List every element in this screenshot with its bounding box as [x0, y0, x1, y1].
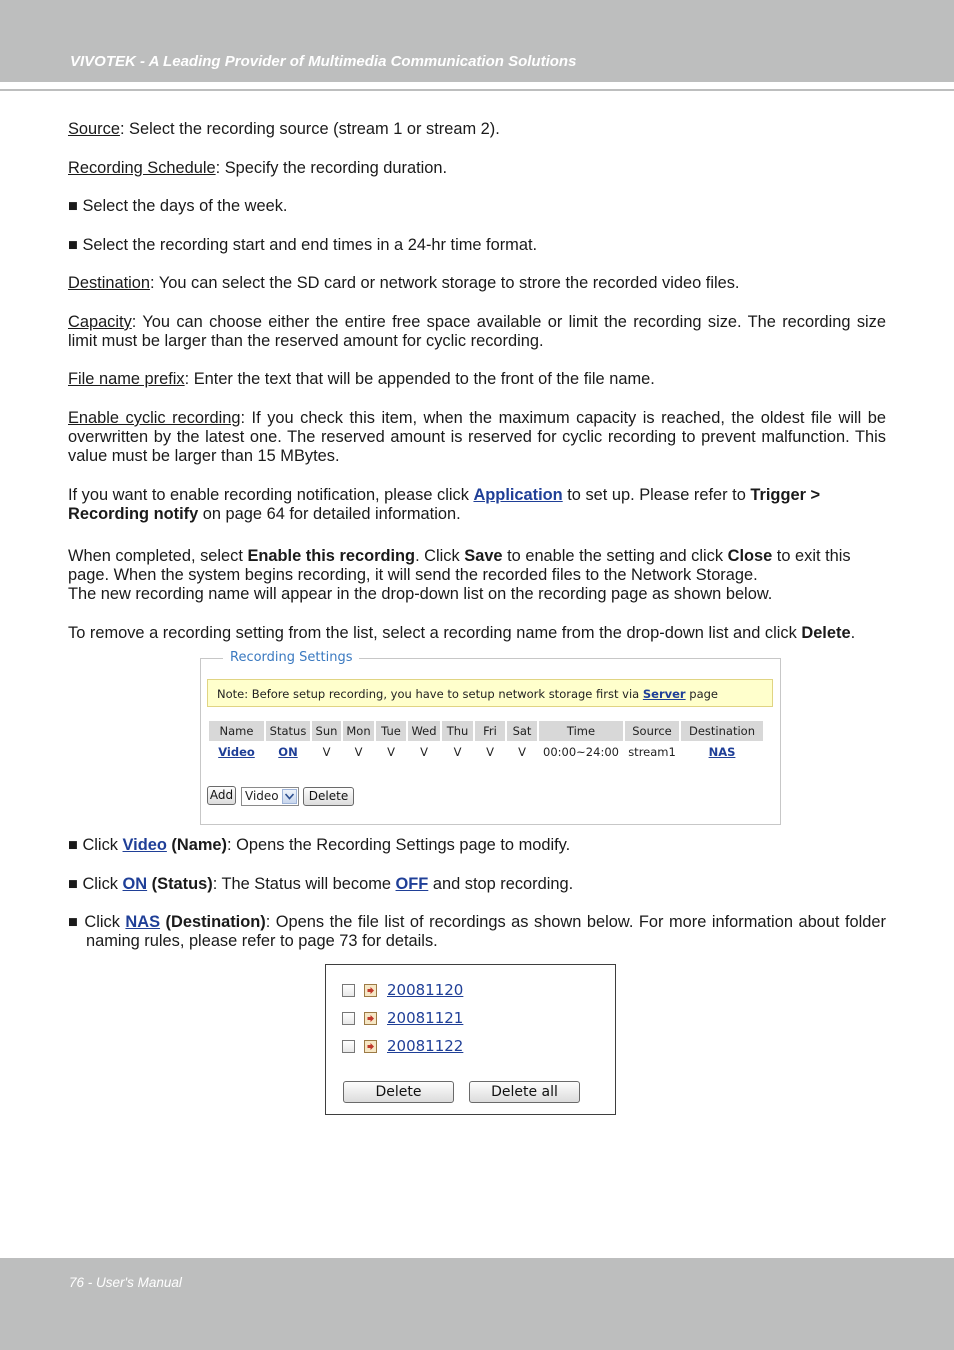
- manual-content: [68, 120, 886, 643]
- bullet-times: ■ Select the recording start and end times in a 24-hr time format.: [68, 236, 538, 254]
- col-status: Status: [266, 721, 310, 741]
- recording-select[interactable]: [241, 787, 299, 806]
- cell-mon: V: [354, 745, 363, 759]
- col-tue: Tue: [376, 721, 406, 741]
- schedule-text: : Specify the recording duration.: [215, 159, 448, 177]
- click-status-bold: (Status): [147, 875, 213, 893]
- col-sat: Sat: [507, 721, 537, 741]
- completed-text-5: The new recording name will appear in the drop-down list on the recording page as shown below.: [68, 585, 773, 603]
- cyclic-paragraph: [68, 409, 886, 466]
- recording-destination-link[interactable]: NAS: [708, 745, 736, 759]
- col-source: Source: [625, 721, 679, 741]
- destination-text: : You can select the SD card or network storage to strore the recorded video files.: [150, 274, 740, 292]
- completed-bold-1: Enable this recording: [247, 547, 416, 565]
- recording-settings-panel: [200, 650, 781, 825]
- cell-wed: V: [420, 745, 428, 759]
- table-row: [209, 741, 763, 763]
- click-name-paragraph: [68, 836, 886, 855]
- recording-settings-legend: Recording Settings: [223, 650, 359, 665]
- col-sun: Sun: [312, 721, 341, 741]
- term-schedule: Recording Schedule: [68, 159, 216, 177]
- completed-bold-2: Save: [464, 547, 503, 565]
- folder-checkbox[interactable]: [342, 1012, 355, 1025]
- folder-list-panel: [325, 964, 616, 1115]
- prefix-text: : Enter the text that will be appended to the front of the file name.: [184, 370, 655, 388]
- delete-all-button[interactable]: Delete all: [469, 1081, 580, 1103]
- term-source: Source: [68, 120, 120, 138]
- chevron-down-icon[interactable]: [282, 789, 297, 804]
- cell-tue: V: [387, 745, 395, 759]
- page-header: [0, 0, 954, 82]
- notify-text-1: If you want to enable recording notification, please click: [68, 486, 474, 504]
- click-name-prefix: ■ Click: [68, 836, 123, 854]
- add-button[interactable]: Add: [207, 786, 236, 805]
- video-link[interactable]: Video: [122, 836, 167, 854]
- prefix-paragraph: [68, 370, 886, 389]
- completed-paragraph: [68, 547, 886, 604]
- source-text: : Select the recording source (stream 1 or stream 2).: [119, 120, 500, 138]
- footer-page-label: 76 - User's Manual: [69, 1275, 182, 1290]
- header-divider: [0, 89, 954, 91]
- click-nas-text: : Opens the file list of recordings as shown below. For more information about folder naming rules, please refer to page 73 for details.: [86, 913, 886, 950]
- delete-button[interactable]: Delete: [343, 1081, 454, 1103]
- cell-fri: V: [486, 745, 494, 759]
- term-capacity: Capacity: [68, 313, 132, 331]
- on-link[interactable]: ON: [122, 875, 148, 893]
- table-header-row: [209, 721, 763, 741]
- col-destination: Destination: [681, 721, 763, 741]
- remove-text-1: To remove a recording setting from the list, select a recording name from the drop-down list and click: [68, 624, 802, 642]
- note-suffix: page: [685, 687, 718, 701]
- remove-bold: Delete: [801, 624, 851, 642]
- server-link[interactable]: Server: [642, 687, 686, 701]
- cell-sun: V: [322, 745, 331, 759]
- col-time: Time: [539, 721, 623, 741]
- click-nas-prefix: ■ Click: [68, 913, 126, 931]
- remove-paragraph: [68, 624, 886, 643]
- completed-bold-3: Close: [727, 547, 773, 565]
- link-descriptions: [68, 836, 886, 951]
- folder-link[interactable]: 20081120: [387, 981, 464, 999]
- col-mon: Mon: [343, 721, 374, 741]
- nas-link[interactable]: NAS: [125, 913, 161, 931]
- note-text: Note: Before setup recording, you have to setup network storage first via: [217, 687, 643, 701]
- click-status-paragraph: [68, 875, 886, 894]
- delete-recording-button[interactable]: Delete: [303, 787, 354, 806]
- click-name-text: : Opens the Recording Settings page to modify.: [227, 836, 571, 854]
- capacity-text: : You can choose either the entire free space available or limit the recording size. The recording size limit must be larger than the reserved amount for cyclic recording.: [68, 313, 886, 350]
- notify-bold: Trigger > Recording notify: [68, 486, 821, 523]
- schedule-paragraph: [68, 159, 886, 178]
- completed-text-4: to exit this page. When the system begins recording, it will send the recorded files to the Network Storage.: [68, 547, 851, 584]
- storage-note: [207, 679, 773, 707]
- recording-table: [207, 721, 765, 763]
- cell-time: 00:00~24:00: [543, 745, 619, 759]
- off-link[interactable]: OFF: [395, 875, 429, 893]
- page-footer: [0, 1258, 954, 1350]
- arrow-right-icon: [364, 1012, 377, 1025]
- capacity-paragraph: [68, 313, 886, 351]
- folder-checkbox[interactable]: [342, 1040, 355, 1053]
- click-name-bold: (Name): [166, 836, 227, 854]
- term-prefix: File name prefix: [68, 370, 185, 388]
- term-cyclic: Enable cyclic recording: [68, 409, 241, 427]
- application-link[interactable]: Application: [473, 486, 563, 504]
- source-paragraph: [68, 120, 886, 139]
- bullet-days: ■ Select the days of the week.: [68, 197, 288, 215]
- destination-paragraph: [68, 274, 886, 293]
- click-nas-bold: (Destination): [160, 913, 266, 931]
- cyclic-text: : If you check this item, when the maximum capacity is reached, the oldest file will be overwritten by the latest one. The reserved amount is reserved for cyclic recording to prevent malfunction. This value must be larger than 15 MBytes.: [68, 409, 886, 465]
- completed-text-1: When completed, select: [68, 547, 248, 565]
- col-name: Name: [209, 721, 264, 741]
- notify-paragraph: [68, 486, 886, 524]
- arrow-right-icon: [364, 984, 377, 997]
- click-status-prefix: ■ Click: [68, 875, 123, 893]
- folder-checkbox[interactable]: [342, 984, 355, 997]
- folder-link[interactable]: 20081122: [387, 1037, 464, 1055]
- folder-link[interactable]: 20081121: [387, 1009, 464, 1027]
- term-destination: Destination: [68, 274, 151, 292]
- recording-status-link[interactable]: ON: [278, 745, 298, 759]
- arrow-right-icon: [364, 1040, 377, 1053]
- cell-source: stream1: [628, 745, 676, 759]
- click-nas-paragraph: [68, 913, 886, 951]
- recording-select-value: Video: [245, 789, 279, 803]
- col-fri: Fri: [475, 721, 505, 741]
- col-wed: Wed: [408, 721, 440, 741]
- notify-text-3: on page 64 for detailed information.: [198, 505, 461, 523]
- remove-text-2: .: [850, 624, 856, 642]
- col-thu: Thu: [442, 721, 473, 741]
- cell-thu: V: [453, 745, 462, 759]
- completed-text-3: to enable the setting and click: [502, 547, 728, 565]
- completed-text-2: . Click: [415, 547, 465, 565]
- click-status-text-2: and stop recording.: [428, 875, 574, 893]
- notify-text-2: to set up. Please refer to: [562, 486, 751, 504]
- cell-sat: V: [518, 745, 526, 759]
- click-status-text: : The Status will become: [212, 875, 396, 893]
- header-title: VIVOTEK - A Leading Provider of Multimedia Communication Solutions: [70, 53, 577, 70]
- recording-name-link[interactable]: Video: [218, 745, 255, 759]
